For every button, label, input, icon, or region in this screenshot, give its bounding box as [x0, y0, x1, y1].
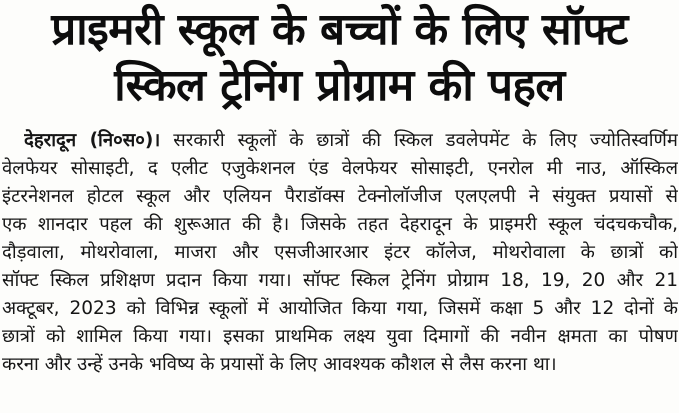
article-line-6: सॉफ्ट स्किल प्रशिक्षण प्रदान किया गया। सॉफ्ट स्किल ट्रेनिंग प्रोग्राम 18, 19, 20 और 21 — [2, 270, 678, 291]
article-line-8: छात्रों को शामिल किया गया। इसका प्राथमिक लक्ष्य युवा दिमागों की नवीन क्षमता का पोषण — [2, 326, 678, 347]
article-line-3: इंटरनेशनल होटल स्कूल और एलियन पैराडॉक्स टेक्नोलॉजीज एलएलपी ने संयुक्त प्रयासों से — [2, 186, 678, 207]
article-line-1 — [24, 128, 678, 154]
headline-line-2: स्किल ट्रेनिंग प्रोग्राम की पहल — [114, 60, 565, 111]
article-line-9: करना और उन्हें उनके भविष्य के प्रयासों के लिए आवश्यक कौशल से लैस करना था। — [2, 354, 557, 375]
dateline: देहरादून (नि०स०)। — [24, 130, 161, 151]
headline-line-1: प्राइमरी स्कूल के बच्चों के लिए सॉफ्ट — [51, 4, 628, 55]
article-line-1-text: सरकारी स्कूलों के छात्रों की स्किल डवलेपमेंट के लिए ज्योतिस्वर्णिम — [173, 130, 678, 151]
article-line-4: एक शानदार पहल की शुरूआत की है। जिसके तहत देहरादून के प्राइमरी स्कूल चंदचकचौक, — [2, 214, 678, 235]
article-line-2: वेलफेयर सोसाइटी, द एलीट एजुकेशनल एंड वेलफेयर सोसाइटी, एनरोल मी नाउ, ऑस्किल — [2, 158, 678, 179]
article-line-7: अक्टूबर, 2023 को विभिन्न स्कूलों में आयोजित किया गया, जिसमें कक्षा 5 और 12 दोनों के — [2, 298, 678, 319]
article-line-5: दौड़वाला, मोथरोवाला, माजरा और एसजीआरआर इंटर कॉलेज, मोथरोवाला के छात्रों को — [2, 242, 678, 263]
